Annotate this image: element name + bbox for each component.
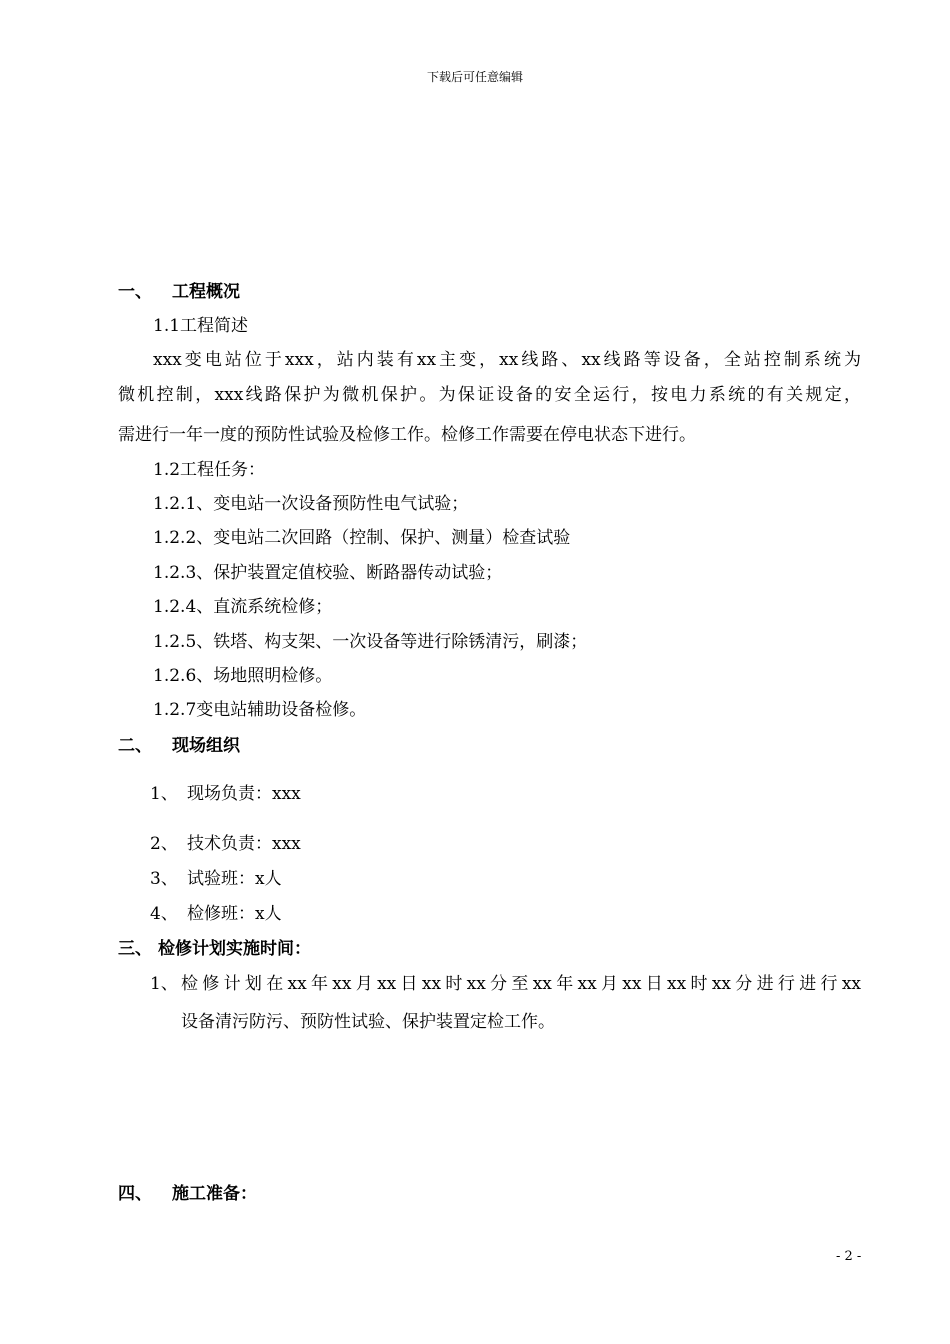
paragraph-line-1: xxx变电站位于xxx，站内装有xx主变，xx线路、xx线路等设备，全站控制系统为 [153, 350, 861, 370]
page-header: 下载后可任意编辑 [426, 70, 523, 84]
paragraph-line-3: 需进行一年一度的预防性试验及检修工作。检修工作需要在停电状态下进行。 [118, 425, 696, 445]
task-item: 1.2.4、直流系统检修； [153, 597, 333, 617]
task-item: 1.2.1、变电站一次设备预防性电气试验； [153, 494, 469, 514]
subsection-1-1-title: 1.1工程简述 [153, 316, 249, 336]
task-item: 1.2.3、保护装置定值校验、断路器传动试验； [153, 563, 503, 583]
staff-item-number: 4、 [150, 904, 178, 924]
section-4-number: 四、 [118, 1184, 152, 1204]
staff-item-number: 2、 [150, 834, 178, 854]
section-3-number: 三、 [118, 939, 152, 959]
staff-item-text: 检修班：x人 [187, 904, 282, 924]
subsection-1-2-title: 1.2工程任务： [153, 460, 266, 480]
task-item: 1.2.2、变电站二次回路（控制、保护、测量）检查试验 [153, 528, 571, 548]
paragraph-line-2: 微机控制，xxx线路保护为微机保护。为保证设备的安全运行，按电力系统的有关规定， [118, 385, 861, 405]
task-item: 1.2.5、铁塔、构支架、一次设备等进行除锈清污，刷漆； [153, 632, 588, 652]
staff-item-number: 1、 [150, 784, 178, 804]
schedule-line-1: 检修计划在xx年xx月xx日xx时xx分至xx年xx月xx日xx时xx分进行进行xx [181, 974, 861, 994]
schedule-item-number: 1、 [150, 974, 178, 994]
section-1-number: 一、 [118, 282, 152, 302]
staff-item-text: 试验班：x人 [187, 869, 282, 889]
section-3-title: 检修计划实施时间： [158, 939, 311, 959]
section-2-title: 现场组织 [172, 736, 240, 756]
page-number: - 2 - [836, 1249, 862, 1264]
section-2-number: 二、 [118, 736, 152, 756]
schedule-line-2: 设备清污防污、预防性试验、保护装置定检工作。 [181, 1012, 555, 1032]
task-item: 1.2.6、场地照明检修。 [153, 666, 333, 686]
staff-item-text: 技术负责：xxx [187, 834, 301, 854]
section-1-title: 工程概况 [172, 282, 240, 302]
staff-item-text: 现场负责：xxx [187, 784, 301, 804]
task-item: 1.2.7变电站辅助设备检修。 [153, 700, 367, 720]
section-4-title: 施工准备： [172, 1184, 257, 1204]
staff-item-number: 3、 [150, 869, 178, 889]
